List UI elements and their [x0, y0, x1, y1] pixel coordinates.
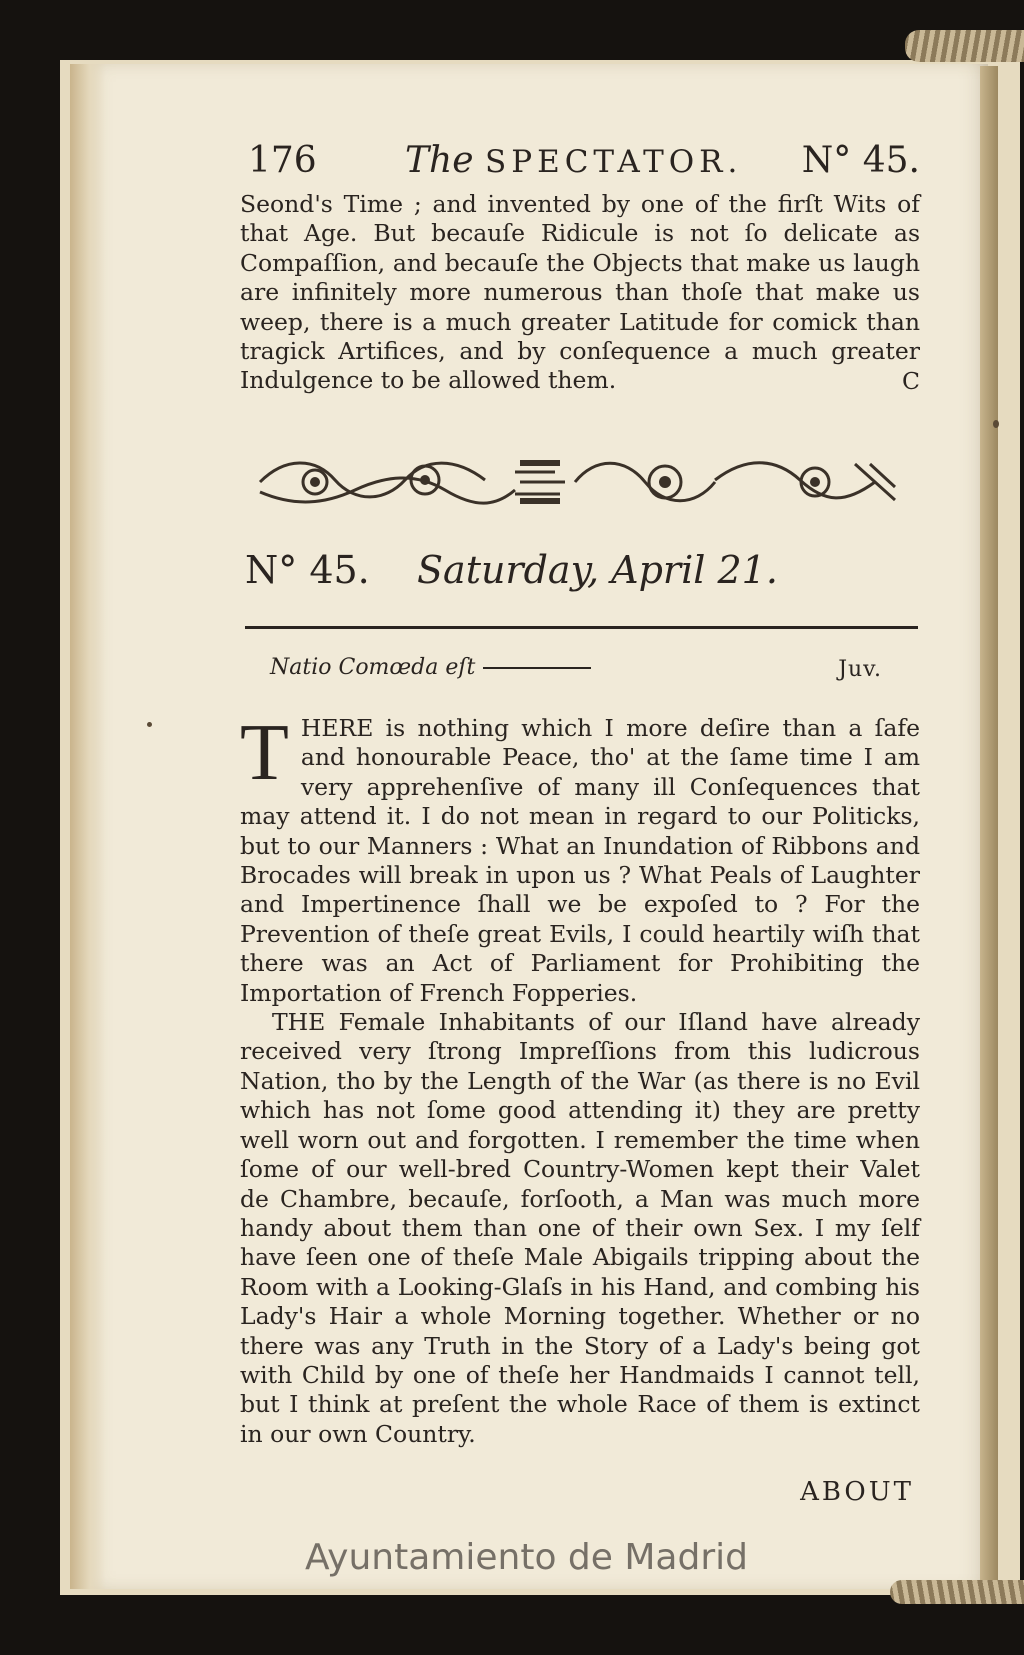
signature-letter: C [902, 366, 920, 395]
bookmark-ribbon-bottom [890, 1580, 1024, 1604]
ink-speck [147, 722, 152, 727]
running-head [240, 140, 920, 190]
essay-paragraph-1: HERE is nothing which I more deſire than a ſafe and honourable Peace, tho' at the ſame time I am very apprehenſive of many ill Conſequences that may attend it. I do not mean in regard to our Politicks, but to our Manners : What an Inundation of Ribbons and Brocades will break in upon us ? What Peals of Laughter and Impertinence ſhall we be expoſed to ? For the Prevention of theſe great Evils, I could heartily wiſh that there was an Act of Parliament for Prohibiting the Importation of French Fopperies. [240, 714, 920, 1007]
title-spectator: SPECTATOR. [484, 144, 743, 180]
continuation-block [240, 140, 920, 400]
bookmark-ribbon-top [905, 30, 1024, 62]
page-edge-right [980, 66, 998, 1586]
page-gutter [70, 64, 106, 1589]
decorative-ornament-band [255, 452, 900, 510]
essay-paragraph-2: THE Female Inhabitants of our Iſland have already received very ſtrong Impreſſions from this ludicrous Nation, tho by the Length of the War (as there is no Evil which has not ſome good attending it) they are pretty well worn out and forgotten. I remember the time when ſome of our well-bred Country-Women kept their Valet de Chambre, becauſe, forſooth, a Man was much more handy about them than one of their own Sex. I my ſelf have ſeen one of theſe Male Abigails tripping about the Room with a Looking-Glaſs in his Hand, and combing his Lady's Hair a whole Morning together. Whether or no there was any Truth in the Story of a Lady's being got with Child by one of theſe her Handmaids I cannot tell, but I think at preſent the whole Race of them is extinct in our own Country. [240, 1008, 920, 1448]
journal-title [405, 140, 742, 181]
essay-body [240, 709, 920, 1449]
issue-number: N° 45. [801, 140, 920, 181]
library-watermark: Ayuntamiento de Madrid [305, 1537, 748, 1578]
motto-text: Natio Comœda eſt [270, 655, 476, 680]
motto [270, 655, 890, 691]
drop-cap: T [240, 709, 289, 797]
paper-heading [245, 548, 925, 598]
paper-date: Saturday, April 21. [417, 548, 778, 592]
motto-dash [483, 667, 591, 669]
motto-author: Juv. [838, 657, 882, 682]
paper-number: N° 45. [245, 548, 370, 592]
catchword: ABOUT [800, 1477, 914, 1507]
heading-rule [245, 626, 918, 629]
continuation-paragraph: Seond's Time ; and invented by one of the firſt Wits of that Age. But becauſe Ridicule is not ſo delicate as Compaſſion, and becauſe the Objects that make us laugh are infinitely more numerous than thoſe that make us weep, there is a much greater Latitude for comick than tragick Artifices, and by conſequence a much greater Indulgence to be allowed them. [240, 190, 920, 395]
page-number: 176 [248, 140, 317, 181]
title-the: The [405, 140, 474, 181]
motto-latin [270, 655, 591, 680]
ink-speck [993, 420, 999, 428]
